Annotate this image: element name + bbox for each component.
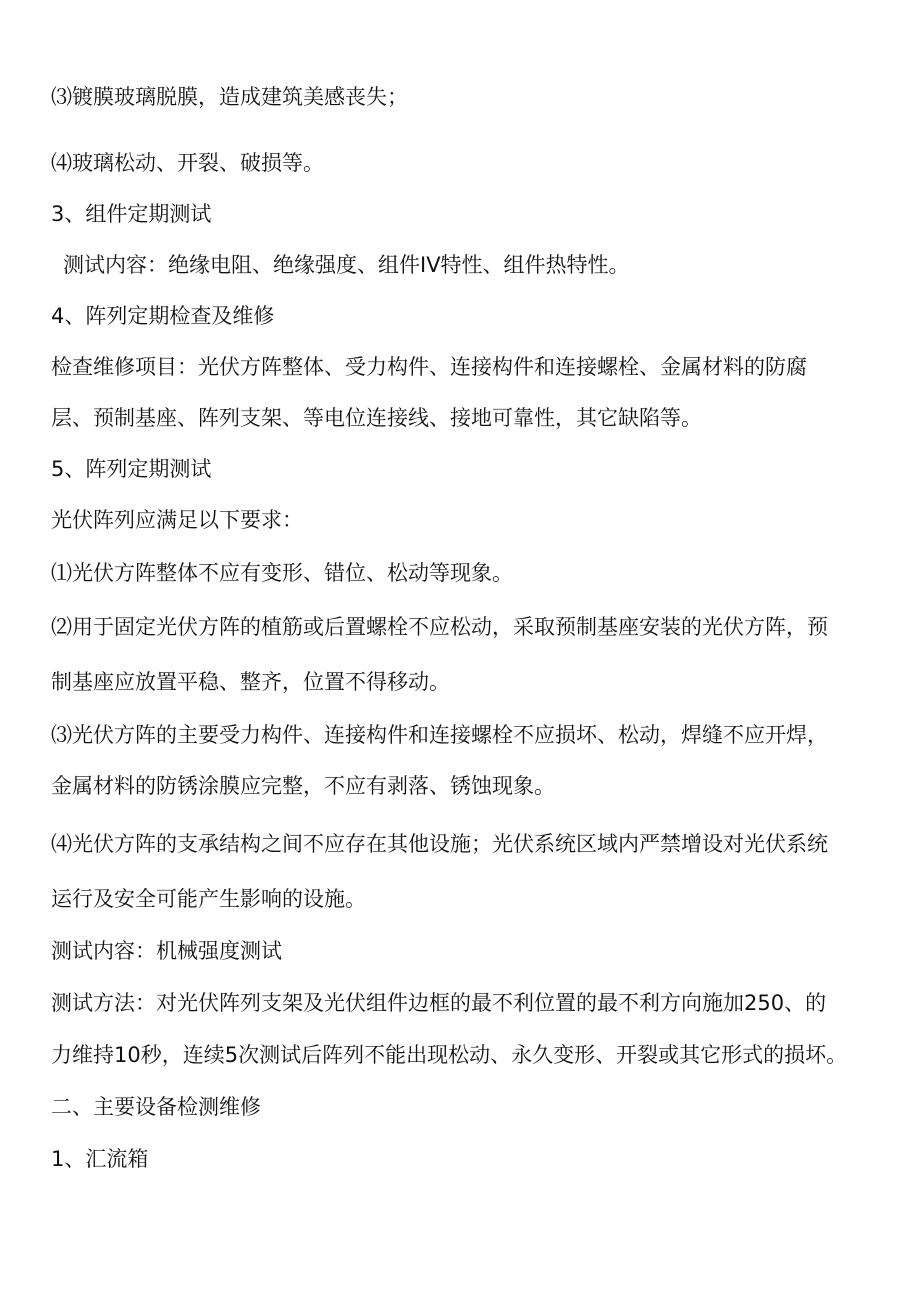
requirement-4-line-2: 运行及安全可能产生影响的设施。 bbox=[51, 887, 366, 911]
array-test-content: 测试内容：机械强度测试 bbox=[51, 939, 282, 963]
item-4-glass-damage: ⑷玻璃松动、开裂、破损等。 bbox=[51, 151, 324, 175]
inspection-items-line-1: 检查维修项目：光伏方阵整体、受力构件、连接构件和连接螺栓、金属材料的防腐 bbox=[51, 355, 807, 379]
test-method-line-2: 力维持10秒，连续5次测试后阵列不能出现松动、永久变形、开裂或其它形式的损坏。 bbox=[51, 1043, 848, 1067]
heading-1-combiner-box: 1、汇流箱 bbox=[51, 1147, 149, 1171]
heading-3-module-testing: 3、组件定期测试 bbox=[51, 202, 212, 226]
module-test-content: 测试内容：绝缘电阻、绝缘强度、组件IV特性、组件热特性。 bbox=[63, 253, 630, 277]
item-3-coated-glass: ⑶镀膜玻璃脱膜，造成建筑美感丧失； bbox=[51, 85, 408, 109]
heading-4-array-inspection: 4、阵列定期检查及维修 bbox=[51, 304, 275, 328]
requirement-3-line-1: ⑶光伏方阵的主要受力构件、连接构件和连接螺栓不应损坏、松动，焊缝不应开焊， bbox=[51, 723, 828, 747]
requirement-1: ⑴光伏方阵整体不应有变形、错位、松动等现象。 bbox=[51, 561, 513, 585]
test-method-line-1: 测试方法：对光伏阵列支架及光伏组件边框的最不利位置的最不利方向施加250、的 bbox=[51, 991, 827, 1015]
array-requirements-intro: 光伏阵列应满足以下要求： bbox=[51, 508, 303, 532]
requirement-2-line-2: 制基座应放置平稳、整齐，位置不得移动。 bbox=[51, 670, 450, 694]
requirement-3-line-2: 金属材料的防锈涂膜应完整，不应有剥落、锈蚀现象。 bbox=[51, 774, 555, 798]
section-2-main-equipment: 二、主要设备检测维修 bbox=[51, 1095, 261, 1119]
heading-5-array-testing: 5、阵列定期测试 bbox=[51, 457, 212, 481]
requirement-2-line-1: ⑵用于固定光伏方阵的植筋或后置螺栓不应松动，采取预制基座安装的光伏方阵，预 bbox=[51, 615, 828, 639]
inspection-items-line-2: 层、预制基座、阵列支架、等电位连接线、接地可靠性，其它缺陷等。 bbox=[51, 406, 702, 430]
requirement-4-line-1: ⑷光伏方阵的支承结构之间不应存在其他设施；光伏系统区域内严禁增设对光伏系统 bbox=[51, 832, 828, 856]
